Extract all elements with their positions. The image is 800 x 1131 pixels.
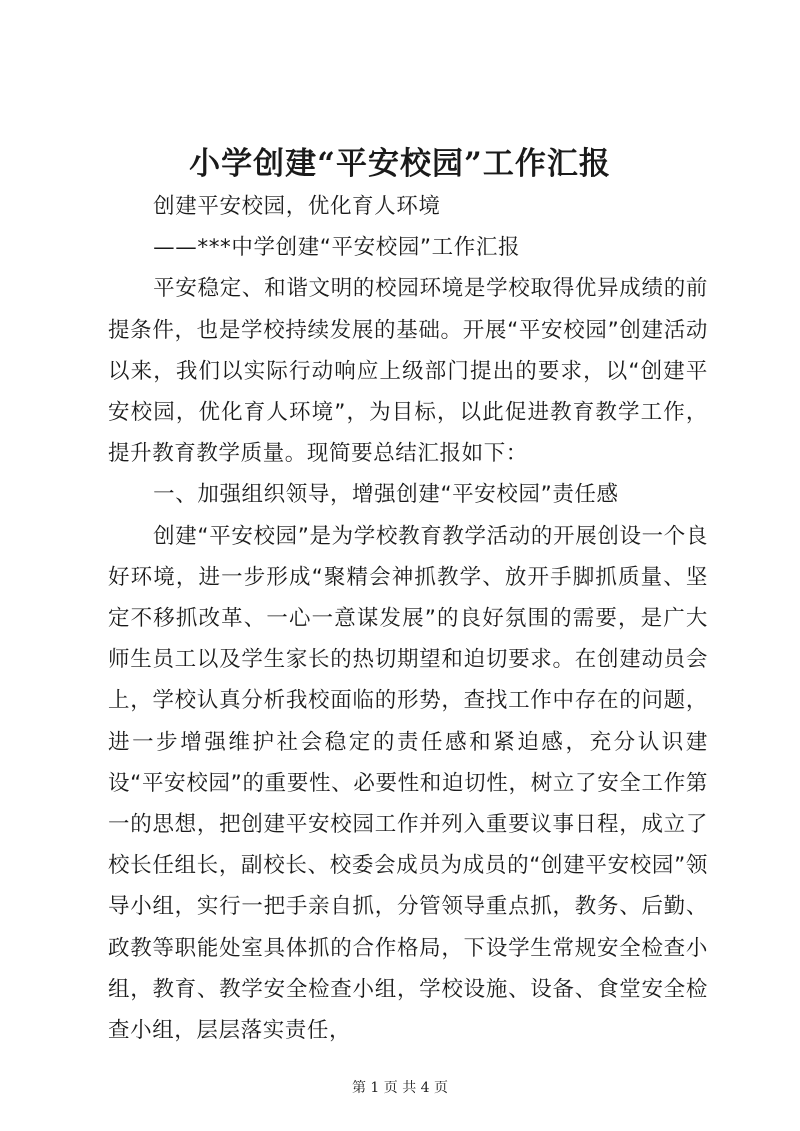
document-title: 小学创建“平安校园”工作汇报: [189, 146, 611, 182]
subtitle-line: 创建平安校园，优化育人环境: [153, 194, 441, 219]
subtitle-attribution: ——***中学创建“平安校园”工作汇报: [153, 235, 521, 261]
page-footer: 第 1 页 共 4 页: [351, 1080, 449, 1096]
intro-paragraph: 平安稳定、和谐文明的校园环境是学校取得优异成绩的前提条件，也是学校持续发展的基础。开展“平安校园”创建活动以来，我们以实际行动响应上级部门提出的要求，以“创建平安校园，优化育人环境”，为目标，以此促进教育教学工作，提升教育教学质量。现简要总结汇报如下：: [108, 276, 708, 467]
section-heading: 一、加强组织领导，增强创建“平安校园”责任感: [153, 482, 619, 508]
body-paragraph: 创建“平安校园”是为学校教育教学活动的开展创设一个良好环境，进一步形成“聚精会神抓教学、放开手脚抓质量、坚定不移抓改革、一心一意谋发展”的良好氛围的需要，是广大师生员工以及学生家长的热切期望和迫切要求。在创建动员会上，学校认真分析我校面临的形势，查找工作中存在的问题，进一步增强维护社会稳定的责任感和紧迫感，充分认识建设“平安校园”的重要性、必要性和迫切性，树立了安全工作第一的思想，把创建平安校园工作并列入重要议事日程，成立了校长任组长，副校长、校委会成员为成员的“创建平安校园”领导小组，实行一把手亲自抓，分管领导重点抓，教务、后勤、政教等职能处室具体抓的合作格局，下设学生常规安全检查小组，教育、教学安全检查小组，学校设施、设备、食堂安全检查小组，层层落实责任，: [108, 523, 708, 1044]
document-body: [108, 186, 708, 1051]
